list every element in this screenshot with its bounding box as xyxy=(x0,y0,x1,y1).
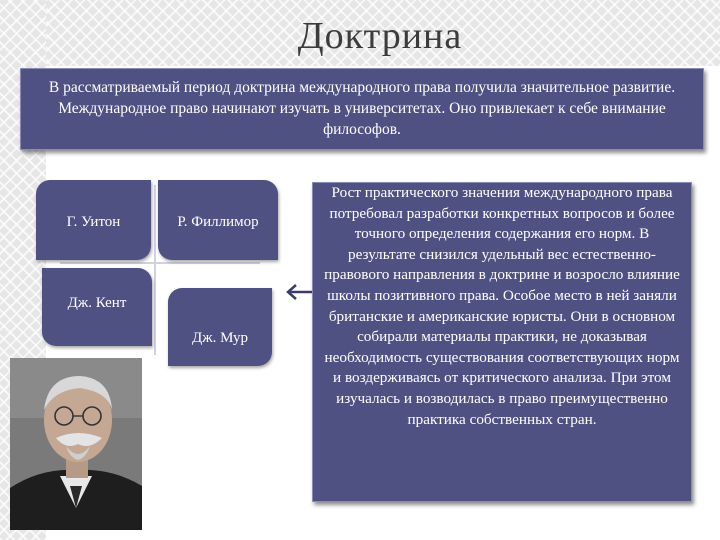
name-box-phillimore xyxy=(158,180,278,260)
slide-title: Доктрина xyxy=(297,15,463,57)
name-label: Г. Уитон xyxy=(66,213,121,230)
name-box-moore xyxy=(168,288,272,366)
intro-text-box xyxy=(20,68,704,150)
intro-text: В рассматриваемый период доктрина международного права получила значительное развитие. Международное право начинают изучать в университетах. Оно привлекает к себе внимание философов. xyxy=(48,79,676,138)
name-box-kent xyxy=(42,268,152,346)
connector-vertical xyxy=(154,185,156,355)
main-text-box xyxy=(312,182,692,502)
portrait-image xyxy=(10,358,142,530)
name-label: Дж. Кент xyxy=(67,294,127,311)
connector-horizontal xyxy=(60,262,260,264)
portrait-photo xyxy=(10,358,142,530)
main-text: Рост практического значения международного права потребовал разработки конкретных вопросов и более точного определения содержания его норм. В результате снизился удельный вес естественно-правового направления в доктрине и возросло влияние школы позитивного права. Особое место в ней заняли британские и американские юристы. Они в основном собирали материалы практики, не доказывая необходимость существования соответствующих норм и воздерживаясь от критического анализа. При этом изучалась и возводилась в право преимущественно практика собственных стран. xyxy=(324,184,680,428)
name-label: Р. Филлимор xyxy=(177,213,259,230)
name-label: Дж. Мур xyxy=(191,329,249,346)
name-box-wheaton xyxy=(36,180,151,260)
